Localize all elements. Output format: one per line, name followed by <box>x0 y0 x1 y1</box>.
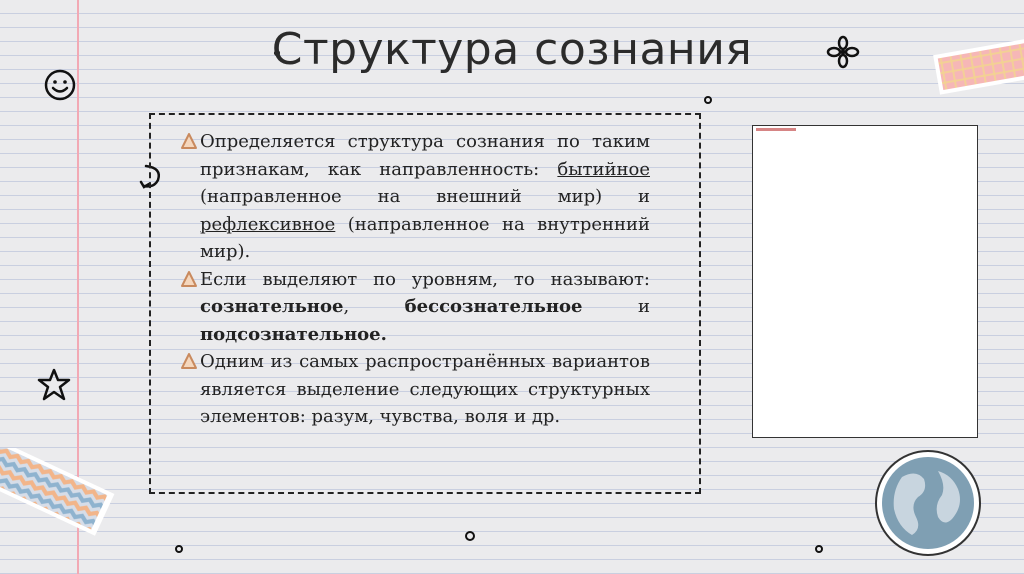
bullet-paragraph-3 <box>180 348 650 431</box>
triangle-bullet-icon <box>180 132 198 150</box>
paragraph-text: Если выделяют по уровням, то называют: <box>200 268 650 290</box>
bold-term: подсознательное. <box>200 323 387 345</box>
paragraph-text: , <box>343 296 405 317</box>
image-caption-mark <box>756 128 796 131</box>
dot-decoration <box>704 96 712 104</box>
dot-decoration <box>175 545 183 553</box>
tape-decoration <box>0 448 116 538</box>
dot-decoration <box>465 531 475 541</box>
slide-body <box>180 128 650 431</box>
globe-icon <box>872 447 984 559</box>
slide-title: Структура сознания <box>271 24 753 75</box>
bold-term: сознательное <box>200 296 344 317</box>
bold-term: бессознательное <box>404 296 583 317</box>
bullet-paragraph-2 <box>180 266 650 349</box>
paragraph-text: и <box>582 296 650 317</box>
underlined-term: бытийное <box>557 158 650 180</box>
dot-decoration <box>815 545 823 553</box>
triangle-bullet-icon <box>180 270 198 288</box>
paragraph-text: (направленное на внешний мир) и <box>200 186 650 207</box>
paragraph-text: Одним из самых распространённых вариантов является выделение следующих структурных элементов: разум, чувства, воля и др. <box>200 351 650 427</box>
image-frame <box>752 125 978 438</box>
star-icon <box>34 367 74 403</box>
triangle-bullet-icon <box>180 352 198 370</box>
paragraph-text: Определяется структура сознания по таким признакам, как направленность: <box>200 131 650 180</box>
paragraph-text: (направленное на внутренний мир). <box>200 213 650 262</box>
bullet-paragraph-1 <box>180 128 650 266</box>
underlined-term: рефлексивное <box>200 213 336 235</box>
